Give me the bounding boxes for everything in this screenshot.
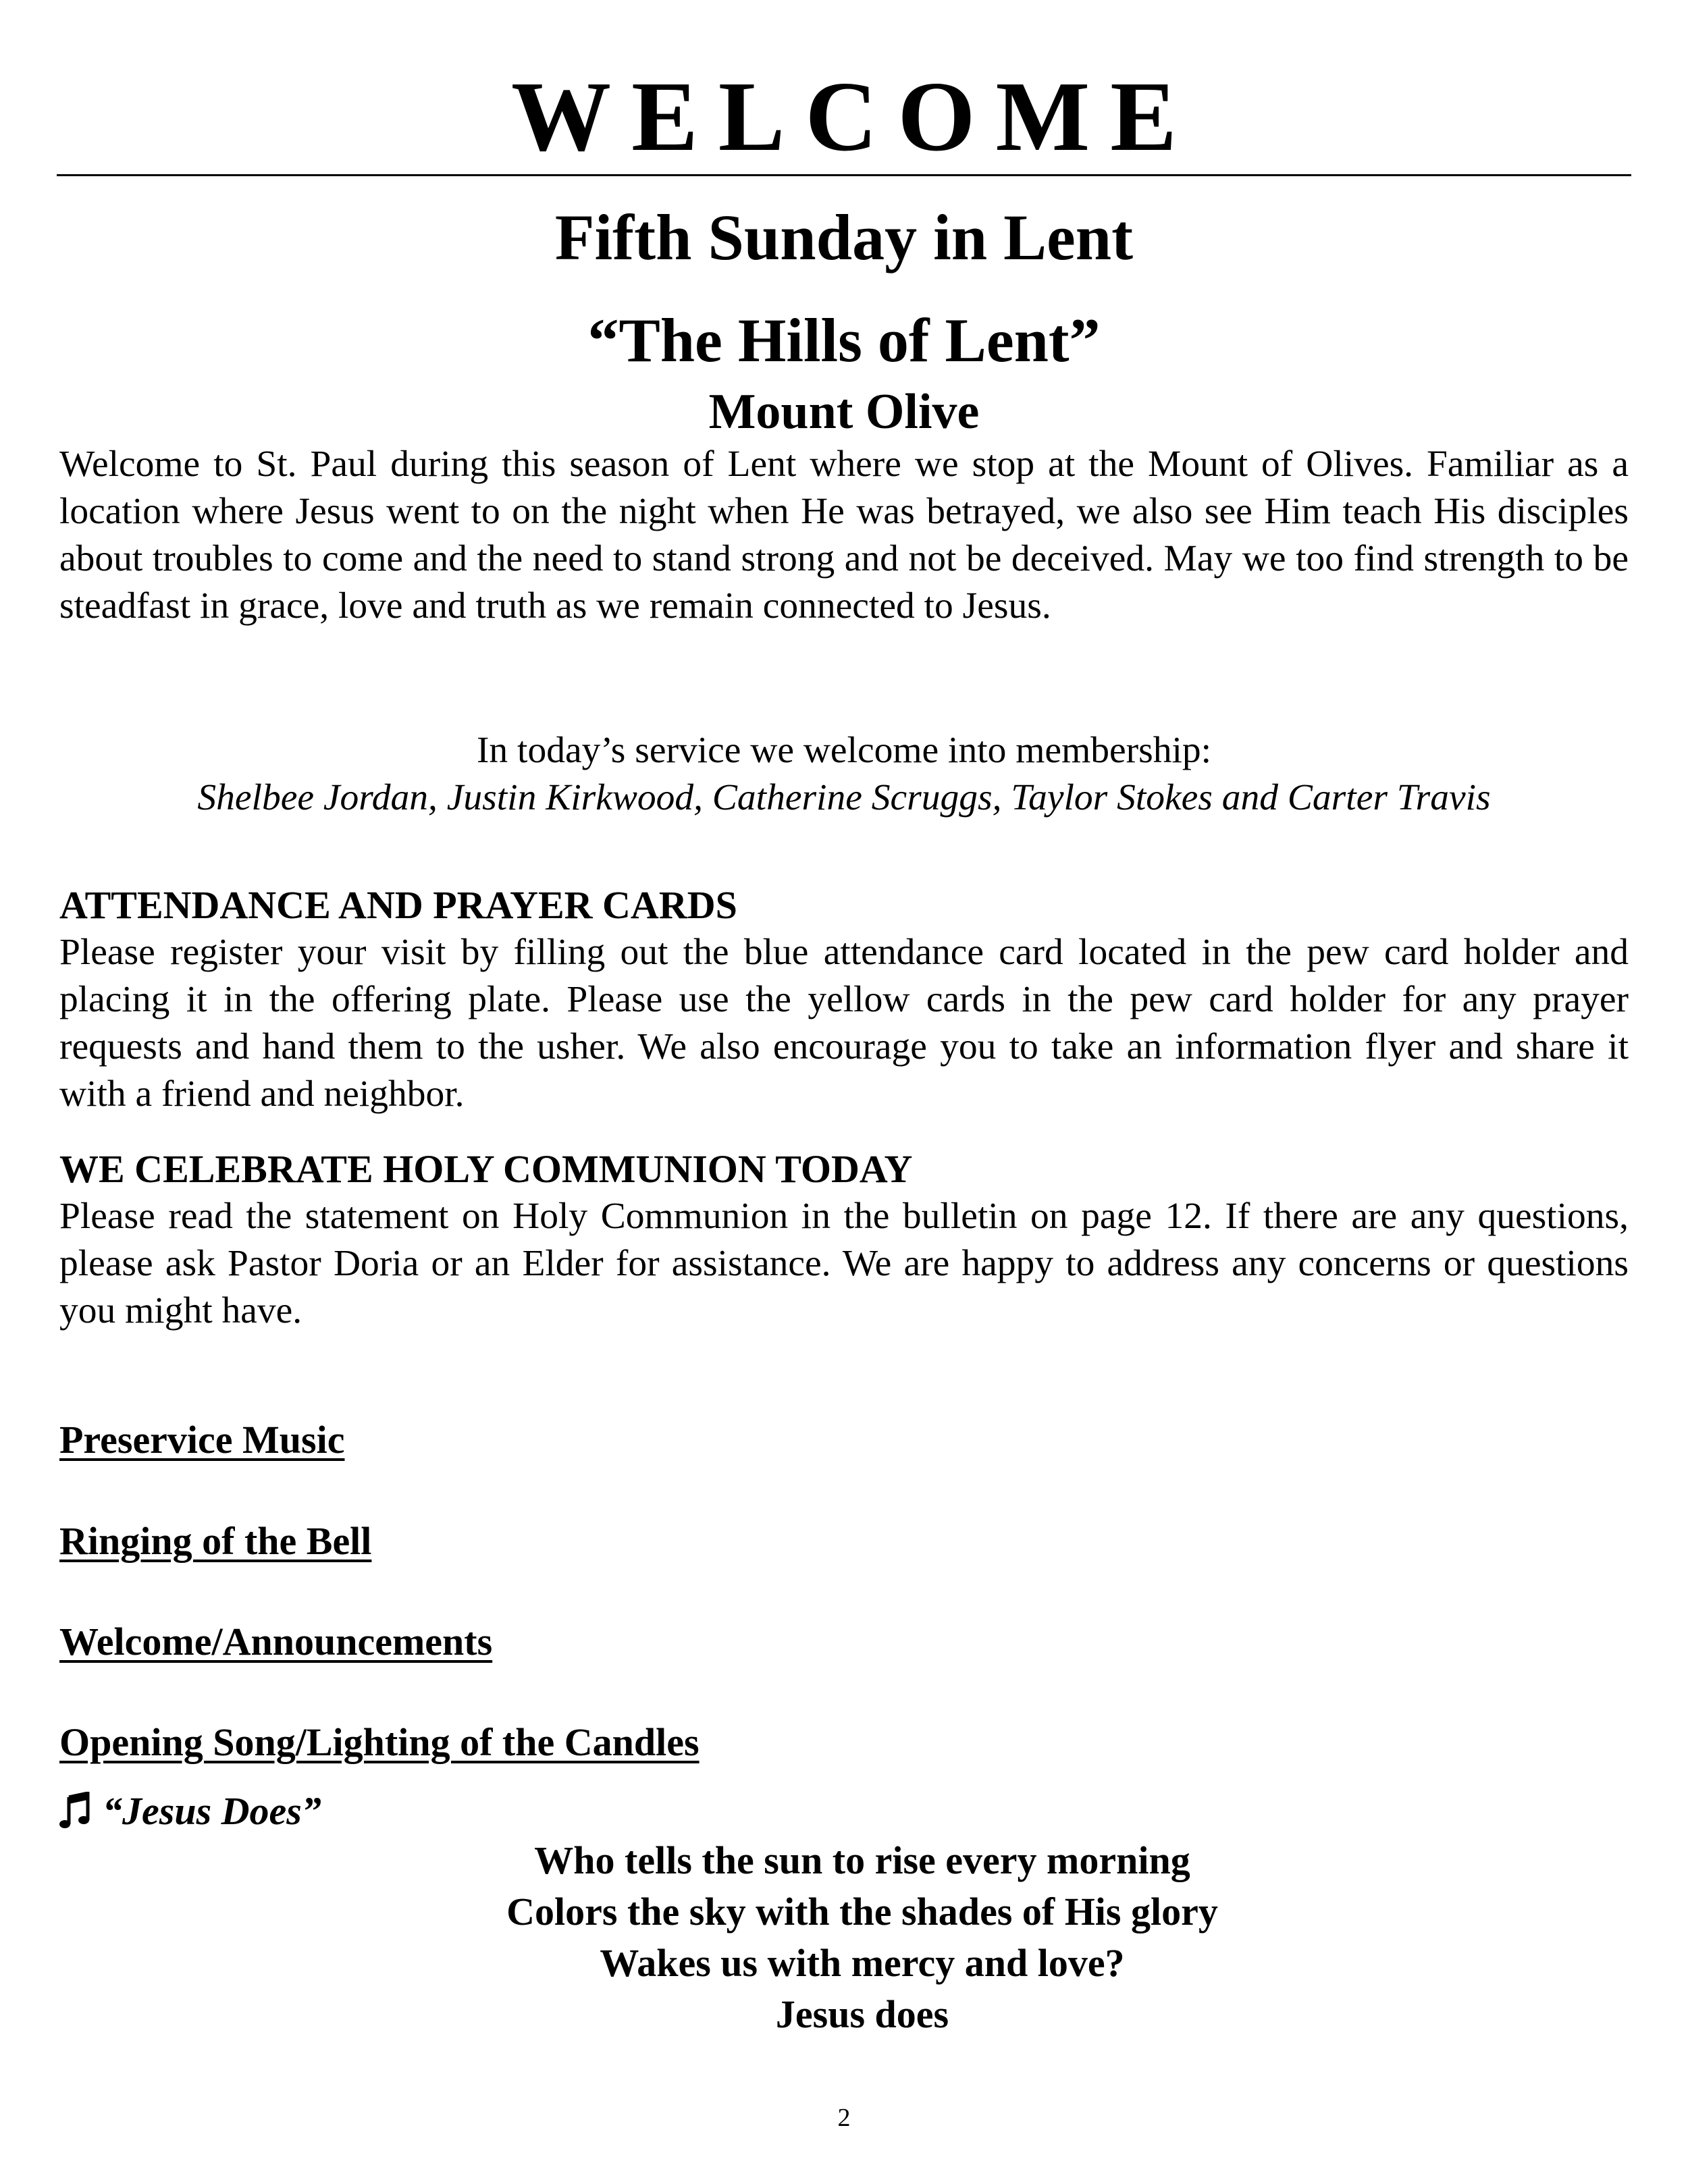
order-item-opening-song: Opening Song/Lighting of the Candles: [59, 1720, 700, 1764]
series-title: “The Hills of Lent”: [587, 306, 1101, 375]
communion-heading: WE CELEBRATE HOLY COMMUNION TODAY: [59, 1147, 913, 1191]
page-subtitle: Mount Olive: [708, 384, 980, 440]
welcome-heading: WELCOME: [511, 61, 1197, 172]
page-number: 2: [837, 2104, 851, 2132]
music-note-icon: [59, 1792, 90, 1831]
bulletin-page: [59, 0, 1629, 2184]
order-item-welcome-announcements: Welcome/Announcements: [59, 1620, 493, 1663]
lyric-line: Colors the sky with the shades of His glory: [506, 1890, 1218, 1934]
communion-body: Please read the statement on Holy Communion in the bulletin on page 12. If there are any questions, please ask Pastor Doria or an Elder for assistance. We are happy to address any concerns or questions you might have.: [59, 1196, 1629, 1331]
order-item-preservice-music: Preservice Music: [59, 1418, 345, 1462]
lyric-line: Who tells the sun to rise every morning: [534, 1838, 1190, 1882]
song-title: “Jesus Does”: [103, 1789, 321, 1833]
intro-paragraph: Welcome to St. Paul during this season of Lent where we stop at the Mount of Olives. Familiar as a location where Jesus went to on the night when He was betrayed, we also see Him teach His disciples about troubles to come and the need to stand strong and not be deceived. May we too find strength to be steadfast in grace, love and truth as we remain connected to Jesus.: [59, 444, 1629, 627]
heading-divider: [57, 174, 1631, 176]
attendance-body: Please register your visit by filling out the blue attendance card located in the pew card holder and placing it in the offering plate. Please use the yellow cards in the pew card holder for any prayer requests and hand them to the usher. We also encourage you to take an information flyer and share it with a friend and neighbor.: [59, 932, 1629, 1115]
page-title: Fifth Sunday in Lent: [554, 201, 1134, 273]
song-lyrics: [59, 1835, 1665, 2040]
attendance-heading: ATTENDANCE AND PRAYER CARDS: [59, 883, 737, 927]
membership-intro: In today’s service we welcome into membership:: [476, 730, 1212, 771]
lyric-line: Wakes us with mercy and love?: [600, 1941, 1125, 1985]
order-item-ringing-of-the-bell: Ringing of the Bell: [59, 1519, 372, 1563]
new-members-list: Shelbee Jordan, Justin Kirkwood, Catherine Scruggs, Taylor Stokes and Carter Travis: [197, 777, 1491, 818]
lyric-line: Jesus does: [775, 1992, 949, 2036]
song-title-row: [59, 1786, 321, 1836]
